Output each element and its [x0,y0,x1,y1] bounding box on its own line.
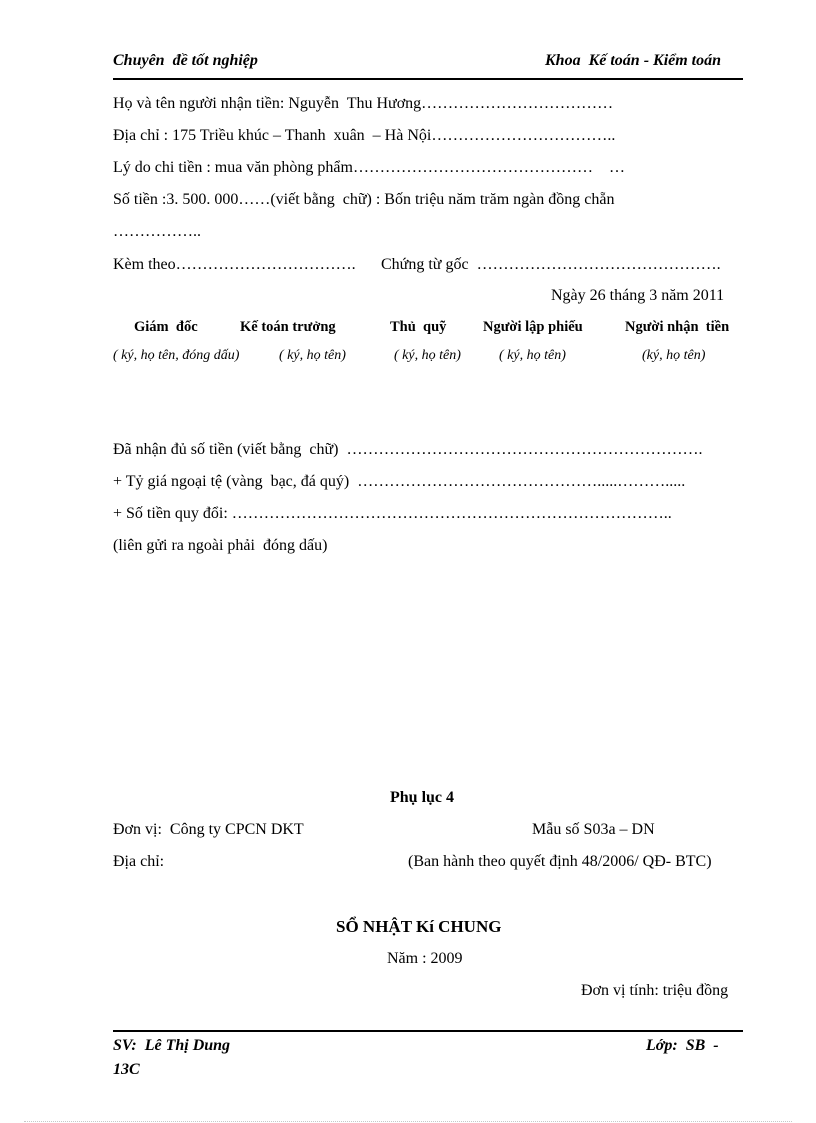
stamp-note: (liên gửi ra ngoài phải đóng dấu) [113,537,328,554]
recipient-line: Họ và tên người nhận tiền: Nguyễn Thu Hương……………………………… [113,95,614,112]
signature-title-cashier: Thủ quỹ [390,319,447,335]
original-docs-line: Chứng từ gốc ………………………………………. [381,256,721,273]
header-left: Chuyên đề tốt nghiệp [113,52,258,69]
header-right: Khoa Kế toán - Kiểm toán [545,52,722,69]
reason-line: Lý do chi tiền : mua văn phòng phẩm……………………………………… … [113,159,625,176]
issued-decision: (Ban hành theo quyết định 48/2006/ QĐ- BTC) [408,853,712,870]
journal-year: Năm : 2009 [387,950,463,967]
exchange-rate-line: + Tỷ giá ngoại tệ (vàng bạc, đá quý) ……………………………………….....………..... [113,473,686,490]
currency-unit: Đơn vị tính: triệu đồng [581,982,729,999]
footer-student: SV: Lê Thị Dung [113,1037,231,1054]
journal-title: SỔ NHẬT Kí CHUNG [336,917,502,936]
page-bottom-border [24,1121,792,1122]
signature-note-cashier: ( ký, họ tên) [394,348,461,363]
footer-student-continuation: 13C [113,1061,140,1078]
received-amount-line: Đã nhận đủ số tiền (viết bằng chữ) …………………………………………………………. [113,441,703,458]
appendix-address: Địa chỉ: [113,853,165,870]
signature-note-receiver: (ký, họ tên) [642,348,706,363]
header-rule [113,78,743,80]
signature-title-director: Giám đốc [134,319,198,335]
signature-note-preparer: ( ký, họ tên) [499,348,566,363]
attached-line: Kèm theo……………………………. [113,256,360,273]
signature-title-preparer: Người lập phiếu [483,319,583,335]
amount-line: Số tiền :3. 500. 000……(viết bằng chữ) : Bốn triệu năm trăm ngàn đồng chẵn [113,191,615,208]
signature-title-receiver: Người nhận tiền [625,319,730,335]
signature-note-director: ( ký, họ tên, đóng dấu) [113,348,240,363]
form-number: Mẫu số S03a – DN [532,821,655,838]
footer-rule [113,1030,743,1032]
signature-title-chief-accountant: Kế toán trưởng [240,319,336,335]
unit-line: Đơn vị: Công ty CPCN DKT [113,821,304,838]
amount-continuation: …………….. [113,223,201,240]
address-line: Địa chỉ : 175 Triều khúc – Thanh xuân – Hà Nội…………………………….. [113,127,616,144]
voucher-date: Ngày 26 tháng 3 năm 2011 [551,287,725,304]
footer-class: Lớp: SB - [646,1037,719,1054]
converted-amount-line: + Số tiền quy đổi: ……………………………………………………………………….. [113,505,672,522]
appendix-title: Phụ lục 4 [390,789,455,806]
signature-note-chief-accountant: ( ký, họ tên) [279,348,346,363]
